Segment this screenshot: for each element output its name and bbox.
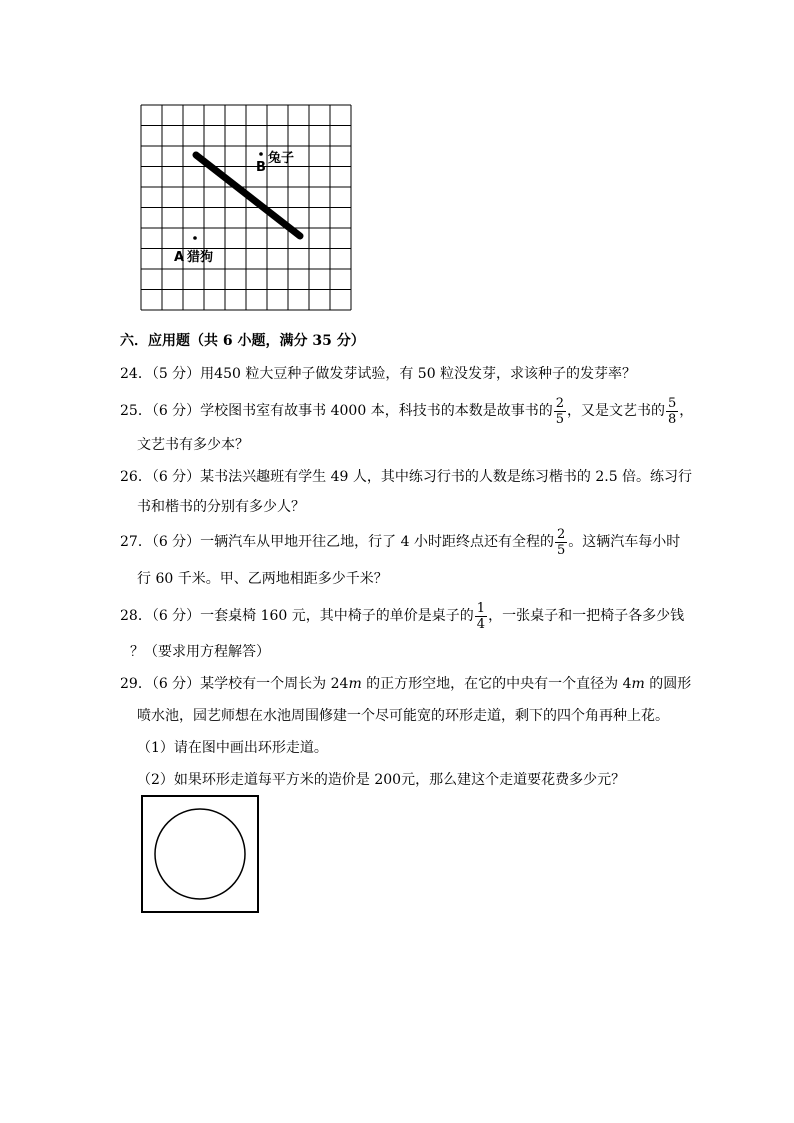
question-25-line-1 bbox=[120, 396, 693, 426]
q28-text-1: 28．（6 分）一套桌椅 160 元，其中椅子的单价是桌子的 bbox=[120, 608, 474, 624]
wall-line bbox=[196, 155, 300, 236]
question-28-line-1 bbox=[120, 601, 684, 631]
q25-text-1: 25．（6 分）学校图书室有故事书 4000 本，科技书的本数是故事书的 bbox=[120, 403, 553, 419]
question-26-line-2: 书和楷书的分别有多少人？ bbox=[137, 499, 305, 515]
question-27-line-1 bbox=[120, 527, 680, 557]
square-field bbox=[142, 796, 258, 912]
question-26-line-1: 26．（6 分）某书法兴趣班有学生 49 人，其中练习行书的人数是练习楷书的 2.5 倍。练习行 bbox=[120, 469, 693, 485]
question-29-sub-2: （2）如果环形走道每平方米的造价是 200元，那么建这个走道要花费多少元？ bbox=[137, 772, 626, 788]
point-b-label: 兔子 bbox=[268, 151, 295, 166]
q25-fraction-1: $\frac{2}{5}$ bbox=[555, 395, 564, 427]
question-28-line-2: ？（要求用方程解答） bbox=[130, 644, 270, 660]
grid-lines bbox=[141, 105, 351, 310]
question-25-line-2: 文艺书有多少本？ bbox=[137, 437, 249, 453]
q25-text-3: ， bbox=[679, 403, 694, 419]
q27-text-2: 。这辆汽车每小时 bbox=[568, 534, 681, 550]
point-b-dot bbox=[259, 152, 263, 156]
q27-fraction: $\frac{2}{5}$ bbox=[556, 526, 566, 558]
grid-figure bbox=[140, 104, 352, 311]
question-29-line-2: 喷水池，园艺师想在水池周围修建一个尽可能宽的环形走道，剩下的四个角再种上花。 bbox=[137, 708, 669, 724]
section-6-title: 六．应用题（共 6 小题，满分 35 分） bbox=[120, 333, 365, 349]
q25-text-2: ，又是文艺书的 bbox=[566, 403, 665, 419]
q25-fraction-2: $\frac{5}{8}$ bbox=[667, 395, 677, 427]
point-a-letter: A bbox=[174, 250, 185, 265]
question-24: 24．（5 分）用450 粒大豆种子做发芽试验，有 50 粒没发芽，求该种子的发芽率？ bbox=[120, 366, 637, 382]
square-pool-figure bbox=[141, 795, 261, 915]
q28-fraction: $\frac{1}{4}$ bbox=[476, 600, 486, 632]
q28-text-2: ，一张桌子和一把椅子各多少钱 bbox=[488, 608, 685, 624]
square-pool-svg bbox=[141, 795, 261, 915]
point-a-dot bbox=[193, 236, 197, 240]
question-29-line-1: 29．（6 分）某学校有一个周长为 24m 的正方形空地，在它的中央有一个直径为 4m 的圆形 bbox=[120, 676, 692, 692]
point-a-label: 猎狗 bbox=[187, 250, 214, 265]
question-29-sub-1: （1）请在图中画出环形走道。 bbox=[137, 740, 328, 756]
grid-svg bbox=[140, 104, 352, 311]
fountain-circle bbox=[155, 809, 245, 899]
question-27-line-2: 行 60 千米。甲、乙两地相距多少千米？ bbox=[137, 571, 388, 587]
q27-text-1: 27．（6 分）一辆汽车从甲地开往乙地，行了 4 小时距终点还有全程的 bbox=[120, 534, 554, 550]
point-b-letter: B bbox=[256, 160, 266, 175]
